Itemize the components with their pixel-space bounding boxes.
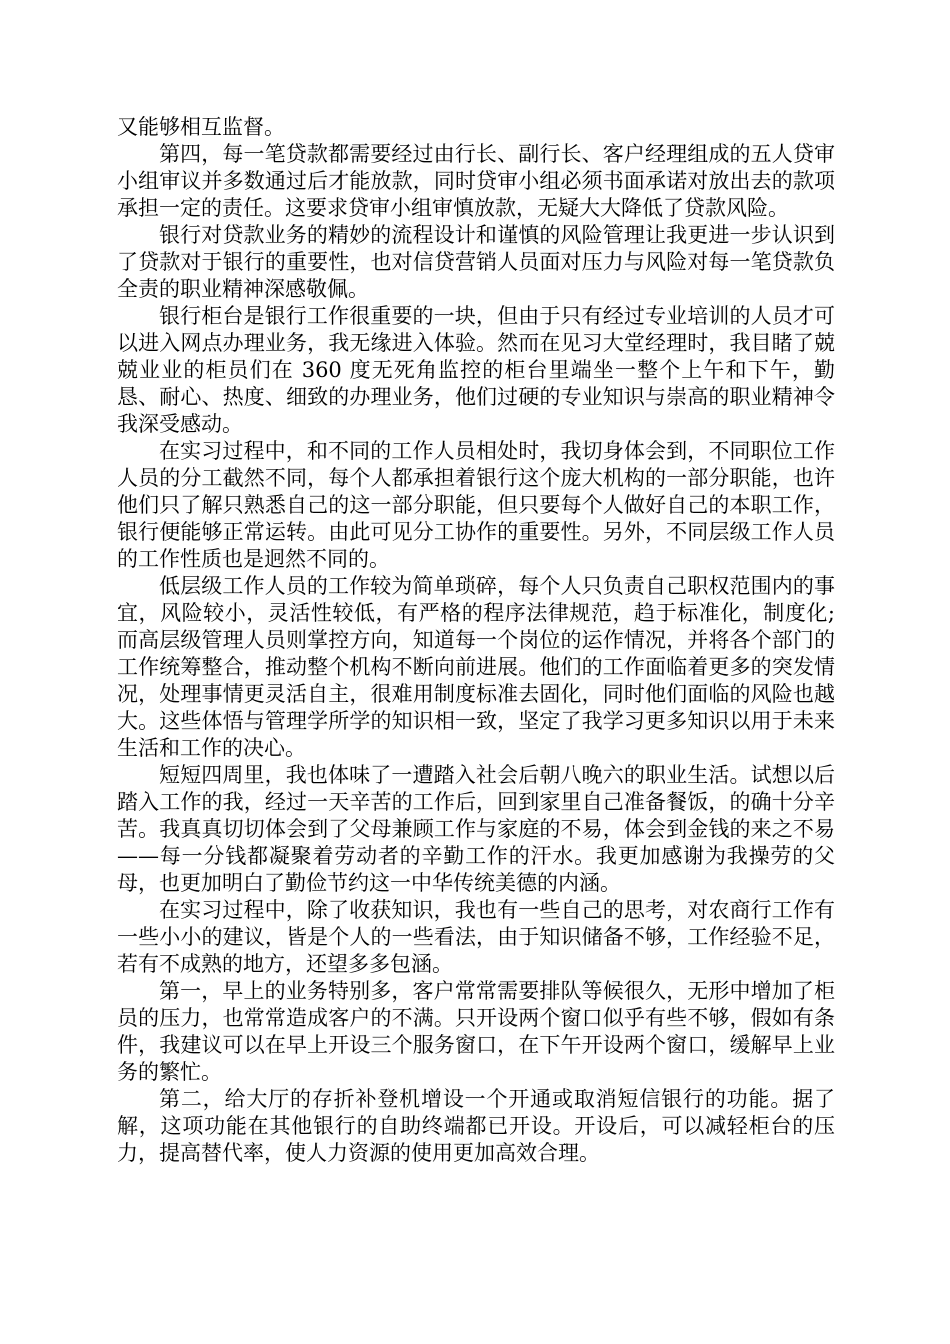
- paragraph-continuation: 又能够相互监督。: [117, 115, 285, 139]
- paragraph-counter: 银行柜台是银行工作很重要的一块，但由于只有经过专业培训的人员才可以进入网点办理业务，我无缘进入体验。然而在见习大堂经理时，我目睹了兢兢业业的柜员们在 360 度无死角监控的柜台里端坐一整个上午和下午，勤恳、耐心、热度、细致的办理业务，他们过硬的专业知识与崇高的职业精神令我深受感动。: [117, 304, 835, 436]
- paragraph-suggestions-intro: 在实习过程中，除了收获知识，我也有一些自己的思考，对农商行工作有一些小小的建议，皆是个人的一些看法，由于知识储备不够，工作经验不足，若有不成熟的地方，还望多多包涵。: [117, 898, 835, 976]
- paragraph-division-of-labor: 在实习过程中，和不同的工作人员相处时，我切身体会到，不同职位工作人员的分工截然不同，每个人都承担着银行这个庞大机构的一部分职能，也许他们只了解只熟悉自己的这一部分职能，但只要每个人做好自己的本职工作，银行便能够正常运转。由此可见分工协作的重要性。另外，不同层级工作人员的工作性质也是迥然不同的。: [117, 439, 835, 571]
- paragraph-suggestion-two: 第二，给大厅的存折补登机增设一个开通或取消短信银行的功能。据了解，这项功能在其他银行的自助终端都已开设。开设后，可以减轻柜台的压力，提高替代率，使人力资源的使用更加高效合理。: [117, 1087, 835, 1165]
- paragraph-risk-management: 银行对贷款业务的精妙的流程设计和谨慎的风险管理让我更进一步认识到了贷款对于银行的重要性，也对信贷营销人员面对压力与风险对每一笔贷款负全责的职业精神深感敬佩。: [117, 223, 835, 301]
- paragraph-hierarchy: 低层级工作人员的工作较为简单琐碎，每个人只负责自己职权范围内的事宜，风险较小，灵活性较低，有严格的程序法律规范，趋于标准化，制度化;而高层级管理人员则掌控方向，知道每一个岗位的运作情况，并将各个部门的工作统筹整合，推动整个机构不断向前进展。他们的工作面临着更多的突发情况，处理事情更灵活自主，很难用制度标准去固化，同时他们面临的风险也越大。这些体悟与管理学所学的知识相一致，坚定了我学习更多知识以用于未来生活和工作的决心。: [117, 574, 835, 760]
- paragraph-loan-review: 第四，每一笔贷款都需要经过由行长、副行长、客户经理组成的五人贷审小组审议并多数通过后才能放款，同时贷审小组必须书面承诺对放出去的款项承担一定的责任。这要求贷审小组审慎放款，无疑大大降低了贷款风险。: [117, 142, 835, 220]
- document-body: [117, 114, 835, 1167]
- paragraph-work-life: 短短四周里，我也体味了一遭踏入社会后朝八晚六的职业生活。试想以后踏入工作的我，经过一天辛苦的工作后，回到家里自己准备餐饭，的确十分辛苦。我真真切切体会到了父母兼顾工作与家庭的不易，体会到金钱的来之不易——每一分钱都凝聚着劳动者的辛勤工作的汗水。我更加感谢为我操劳的父母，也更加明白了勤俭节约这一中华传统美德的内涵。: [117, 763, 835, 895]
- paragraph-suggestion-one: 第一，早上的业务特别多，客户常常需要排队等候很久，无形中增加了柜员的压力，也常常造成客户的不满。只开设两个窗口似乎有些不够，假如有条件，我建议可以在早上开设三个服务窗口，在下午开设两个窗口，缓解早上业务的繁忙。: [117, 979, 835, 1084]
